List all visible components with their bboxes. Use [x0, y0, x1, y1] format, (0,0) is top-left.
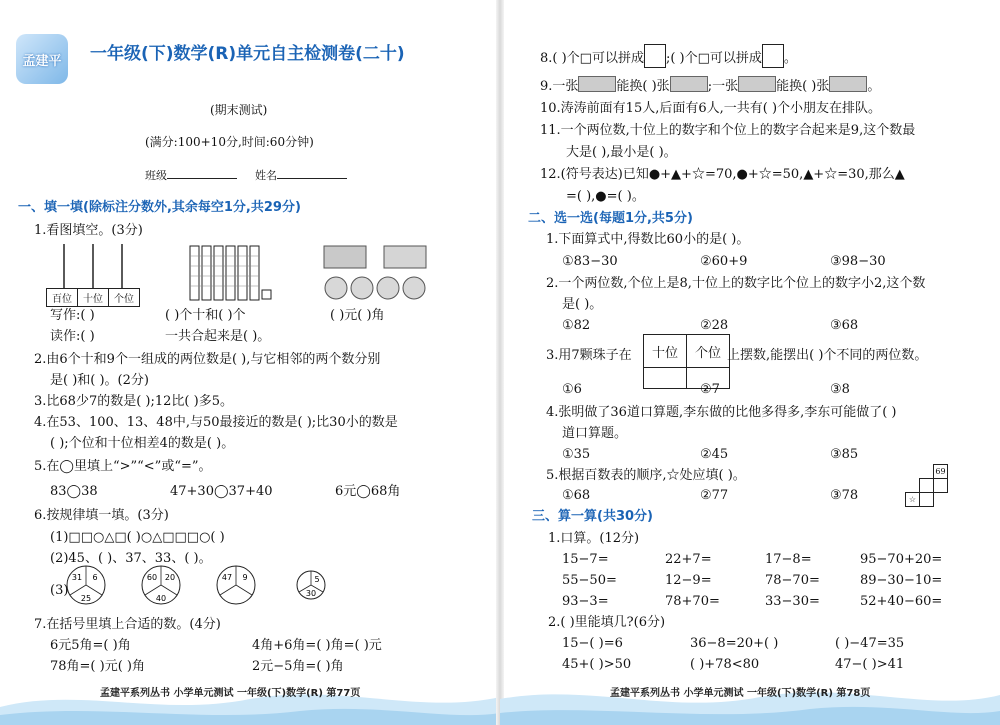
- fill-r1-c1[interactable]: 15−( )=6: [562, 636, 623, 651]
- question-2-line-2[interactable]: 是( )和( )。(2分): [50, 373, 149, 388]
- q9-part-3: ;一张: [707, 79, 739, 94]
- q9-part-4: 能换( )张: [776, 79, 830, 94]
- calc-r2-c1[interactable]: 55−50=: [562, 573, 617, 588]
- bundles-figure: [188, 244, 273, 304]
- q9-part-2: 能换( )张: [616, 79, 670, 94]
- abacus-place-table: [46, 288, 140, 307]
- circle-2-b: 20: [164, 573, 176, 582]
- c3-option-3[interactable]: ③8: [830, 382, 850, 397]
- right-footer: 孟建平系列丛书 小学单元测试 一年级(下)数学(R) 第78页: [610, 688, 871, 699]
- q1-read[interactable]: 读作:( ): [50, 329, 95, 344]
- circle-4-c: 30: [305, 589, 317, 598]
- calc-r1-c4[interactable]: 95−70+20=: [860, 552, 943, 567]
- choice-4-line-1[interactable]: 4.张明做了36道口算题,李东做的比他多得多,李东可能做了( ): [546, 405, 897, 420]
- q6-pattern-2[interactable]: (2)45、( )、37、33、( )。: [50, 551, 212, 566]
- choice-3-prefix: 3.用7颗珠子在: [546, 348, 632, 363]
- question-9[interactable]: 9.一张 能换( )张 ;一张 能换( )张 。: [540, 76, 880, 95]
- calc-r1-c1[interactable]: 15−7=: [562, 552, 609, 567]
- circle-1-b: 6: [92, 573, 98, 582]
- circle-1-a: 31: [71, 573, 83, 582]
- money-figure: [322, 244, 432, 304]
- choice-2-line-1: 2.一个两位数,个位上是8,十位上的数字比个位上的数字小2,这个数: [546, 276, 926, 291]
- c2-option-3[interactable]: ③68: [830, 318, 859, 333]
- c5-option-2[interactable]: ②77: [700, 488, 729, 503]
- grid-number: 69: [934, 465, 948, 479]
- grid-star: ☆: [906, 493, 920, 507]
- calc-r2-c2[interactable]: 12−9=: [665, 573, 712, 588]
- q6-pattern-1[interactable]: (1)□□○△□( )○△□□□○( ): [50, 530, 225, 545]
- hundred-chart-fragment: [905, 464, 948, 507]
- c4-option-2[interactable]: ②45: [700, 447, 729, 462]
- name-field[interactable]: [255, 166, 347, 184]
- right-page: [500, 0, 1000, 725]
- class-field[interactable]: [145, 166, 237, 184]
- section-2-heading: 二、选一选(每题1分,共5分): [528, 211, 693, 226]
- question-12-line-1: 12.(符号表达)已知●+▲+☆=70,●+☆=50,▲+☆=30,那么▲: [540, 167, 905, 182]
- c1-option-3[interactable]: ③98−30: [830, 254, 886, 269]
- choice-1: 1.下面算式中,得数比60小的是( )。: [546, 232, 750, 247]
- q6-pattern-3-label: (3): [50, 583, 69, 598]
- q5-item-1[interactable]: 83◯38: [50, 484, 98, 499]
- calc-r1-c3[interactable]: 17−8=: [765, 552, 812, 567]
- question-6: 6.按规律填一填。(3分): [34, 508, 169, 523]
- question-4-line-2[interactable]: ( );个位和十位相差4的数是( )。: [50, 436, 235, 451]
- place-ones: 个位: [109, 289, 140, 307]
- place-tens: 十位: [78, 289, 109, 307]
- banknote-icon: [829, 76, 867, 92]
- c4-option-3[interactable]: ③85: [830, 447, 859, 462]
- question-8[interactable]: 8.( )个□可以拼成 ;( )个□可以拼成 。: [540, 44, 797, 68]
- exam-subtitle: (期末测试): [210, 103, 268, 117]
- circle-3-b: 9: [242, 573, 248, 582]
- question-2-line-1: 2.由6个十和9个一组成的两位数是( ),与它相邻的两个数分别: [34, 352, 381, 367]
- page-title: 一年级(下)数学(R)单元自主检测卷(二十): [90, 44, 405, 64]
- question-11-line-2[interactable]: 大是( ),最小是( )。: [566, 145, 677, 160]
- q7-item-2[interactable]: 4角+6角=( )角=( )元: [252, 638, 382, 653]
- q1-tens-ones[interactable]: ( )个十和( )个: [165, 308, 246, 323]
- choice-2-line-2: 是( )。: [562, 297, 603, 312]
- calc-r3-c1[interactable]: 93−3=: [562, 594, 609, 609]
- class-label: 班级: [145, 169, 167, 182]
- section-1-heading: 一、填一填(除标注分数外,其余每空1分,共29分): [18, 200, 301, 215]
- c4-option-1[interactable]: ①35: [562, 447, 591, 462]
- c3-option-2[interactable]: ②7: [700, 382, 720, 397]
- circle-3-a: 47: [221, 573, 233, 582]
- choice-4-line-2: 道口算题。: [562, 426, 628, 441]
- q7-item-1[interactable]: 6元5角=( )角: [50, 638, 131, 653]
- q6-circle-pattern: [66, 565, 326, 607]
- name-label: 姓名: [255, 169, 277, 182]
- calc-r3-c4[interactable]: 52+40−60=: [860, 594, 943, 609]
- q8-part-2: ;( )个□可以拼成: [665, 51, 762, 66]
- c5-option-1[interactable]: ①68: [562, 488, 591, 503]
- circle-2-c: 40: [155, 594, 167, 603]
- place-hundreds: 百位: [47, 289, 78, 307]
- logo-text: 孟建平: [22, 53, 62, 69]
- fill-r1-c3[interactable]: ( )−47=35: [835, 636, 905, 651]
- circle-2-a: 60: [146, 573, 158, 582]
- c1-option-2[interactable]: ②60+9: [700, 254, 748, 269]
- calc-r2-c4[interactable]: 89−30−10=: [860, 573, 943, 588]
- calc-1: 1.口算。(12分): [548, 531, 640, 546]
- q7-item-3[interactable]: 78角=( )元( )角: [50, 659, 145, 674]
- c3-place-table: [643, 334, 730, 389]
- q7-item-4[interactable]: 2元−5角=( )角: [252, 659, 344, 674]
- q5-item-3[interactable]: 6元◯68角: [335, 484, 401, 499]
- question-1: 1.看图填空。(3分): [34, 223, 143, 238]
- c5-option-3[interactable]: ③78: [830, 488, 859, 503]
- q5-item-2[interactable]: 47+30◯37+40: [170, 484, 273, 499]
- q1-money[interactable]: ( )元( )角: [330, 308, 385, 323]
- question-4-line-1[interactable]: 4.在53、100、13、48中,与50最接近的数是( );比30小的数是: [34, 415, 398, 430]
- fill-r1-c2[interactable]: 36−8=20+( ): [690, 636, 779, 651]
- c3-place-ones: 个位: [687, 335, 730, 368]
- calc-r3-c2[interactable]: 78+70=: [665, 594, 720, 609]
- fill-r2-c2[interactable]: ( )+78<80: [690, 657, 760, 672]
- choice-3-suffix[interactable]: 上摆数,能摆出( )个不同的两位数。: [727, 348, 928, 363]
- section-3-heading: 三、算一算(共30分): [532, 509, 653, 524]
- calc-r2-c3[interactable]: 78−70=: [765, 573, 820, 588]
- banknote-icon: [738, 76, 776, 92]
- c2-option-2[interactable]: ②28: [700, 318, 729, 333]
- c3-option-1[interactable]: ①6: [562, 382, 582, 397]
- banknote-icon: [670, 76, 708, 92]
- question-11-line-1: 11.一个两位数,十位上的数字和个位上的数字合起来是9,这个数最: [540, 123, 916, 138]
- score-info: (满分:100+10分,时间:60分钟): [145, 135, 314, 149]
- circle-4-b: 5: [314, 575, 320, 584]
- c2-option-1[interactable]: ①82: [562, 318, 591, 333]
- q1-total[interactable]: 一共合起来是( )。: [165, 329, 271, 344]
- c3-place-tens: 十位: [644, 335, 687, 368]
- question-7: 7.在括号里填上合适的数。(4分): [34, 617, 221, 632]
- fill-r2-c1[interactable]: 45+( )>50: [562, 657, 632, 672]
- fill-r2-c3[interactable]: 47−( )>41: [835, 657, 905, 672]
- banknote-icon: [578, 76, 616, 92]
- calc-r1-c2[interactable]: 22+7=: [665, 552, 712, 567]
- choice-5[interactable]: 5.根据百数表的顺序,☆处应填( )。: [546, 468, 746, 483]
- circle-1-c: 25: [80, 594, 92, 603]
- publisher-logo: [16, 34, 68, 84]
- question-3[interactable]: 3.比68少7的数是( );12比( )多5。: [34, 394, 233, 409]
- left-footer: 孟建平系列丛书 小学单元测试 一年级(下)数学(R) 第77页: [100, 688, 361, 699]
- calc-r3-c3[interactable]: 33−30=: [765, 594, 820, 609]
- c1-option-1[interactable]: ①83−30: [562, 254, 618, 269]
- calc-2: 2.( )里能填几?(6分): [548, 615, 666, 630]
- q8-part-1: 8.( )个□可以拼成: [540, 51, 644, 66]
- q9-part-1: 9.一张: [540, 79, 579, 94]
- question-12-line-2[interactable]: =( ),●=( )。: [566, 189, 645, 204]
- q1-write[interactable]: 写作:( ): [50, 308, 95, 323]
- question-10[interactable]: 10.涛涛前面有15人,后面有6人,一共有( )个小朋友在排队。: [540, 101, 882, 116]
- question-5: 5.在◯里填上“>”“<”或“=”。: [34, 459, 212, 474]
